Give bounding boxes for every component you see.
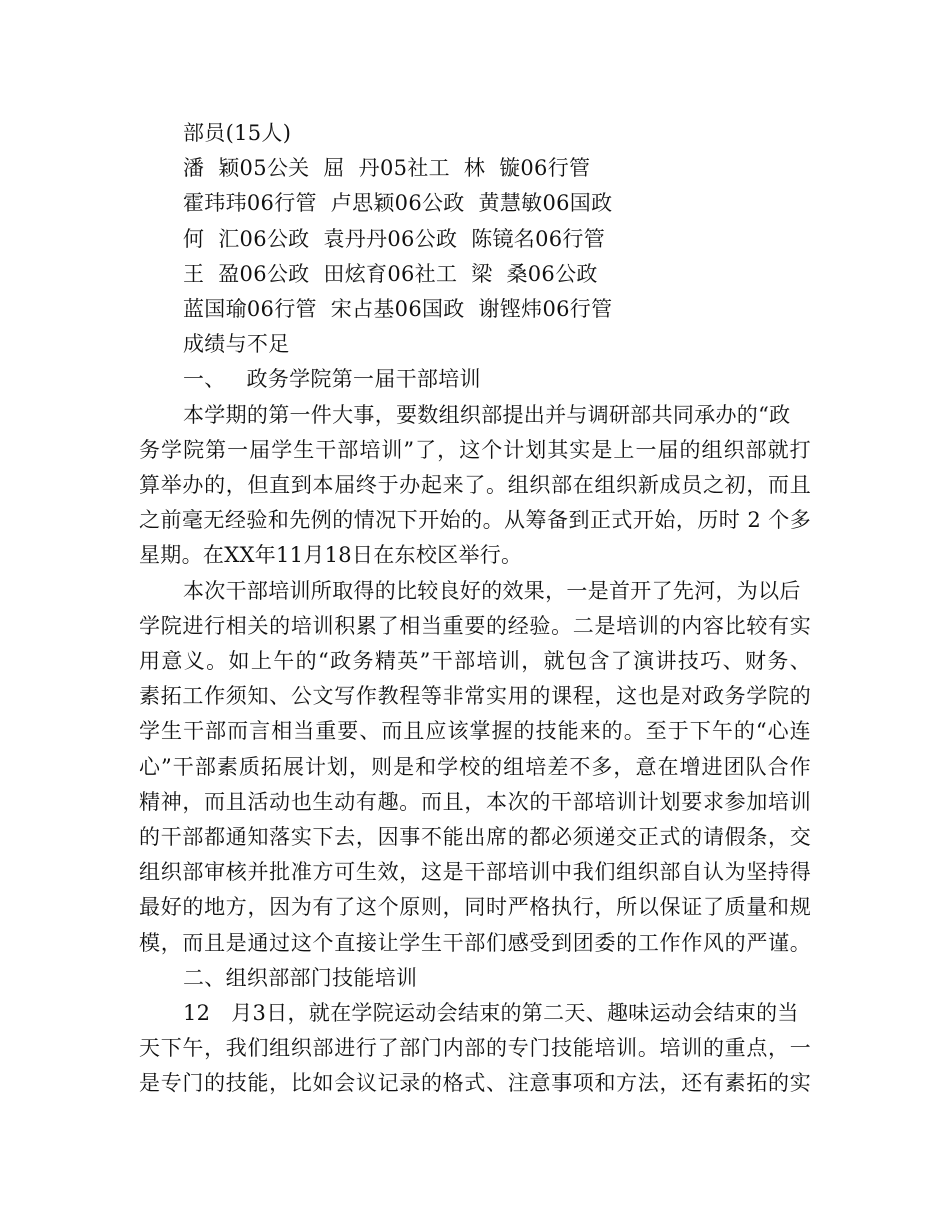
text-line: 成绩与不足 xyxy=(183,332,290,357)
text-line: 之前毫无经验和先例的情况下开始的。从筹备到正式开始，历时 2 个多 xyxy=(139,508,811,533)
text-line: 霍玮玮06行管 卢思颖06公政 黄慧敏06国政 xyxy=(183,191,613,216)
text-line: 用意义。如上午的“政务精英”干部培训，就包含了演讲技巧、财务、 xyxy=(139,649,811,673)
text-line: 学生干部而言相当重要、而且应该掌握的技能来的。至于下午的“心连 xyxy=(139,719,811,744)
text-line: 素拓工作须知、公文写作教程等非常实用的课程，这也是对政务学院的 xyxy=(139,684,811,709)
text-line: 王 盈06公政 田炫育06社工 梁 桑06公政 xyxy=(183,261,598,286)
text-line: 是专门的技能，比如会议记录的格式、注意事项和方法，还有素拓的实 xyxy=(139,1071,811,1096)
text-line: 本学期的第一件大事，要数组织部提出并与调研部共同承办的“政 xyxy=(183,402,791,427)
text-line: 潘 颖05公关 屈 丹05社工 林 镟06行管 xyxy=(183,156,591,181)
text-line: 星期。在XX年11月18日在东校区举行。 xyxy=(139,543,523,568)
text-line: 心”干部素质拓展计划，则是和学校的组培差不多，意在增进团队合作 xyxy=(139,754,811,779)
text-line: 12 月3日，就在学院运动会结束的第二天、趣味运动会结束的当 xyxy=(183,1001,799,1025)
text-line: 最好的地方，因为有了这个原则，同时严格执行，所以保证了质量和规 xyxy=(139,895,811,920)
text-line: 学院进行相关的培训积累了相当重要的经验。二是培训的内容比较有实 xyxy=(139,613,811,638)
text-line: 模，而且是通过这个直接让学生干部们感受到团委的工作作风的严谨。 xyxy=(139,930,811,955)
text-line: 务学院第一届学生干部培训”了，这个计划其实是上一届的组织部就打 xyxy=(139,437,811,462)
text-line: 部员(15人) xyxy=(183,121,292,145)
text-line: 蓝国瑜06行管 宋占基06国政 谢铿炜06行管 xyxy=(183,297,613,321)
text-line: 精神，而且活动也生动有趣。而且，本次的干部培训计划要求参加培训 xyxy=(139,789,811,814)
text-line: 算举办的，但直到本届终于办起来了。组织部在组织新成员之初，而且 xyxy=(139,473,811,497)
text-line: 二、组织部部门技能培训 xyxy=(183,965,418,990)
text-line: 本次干部培训所取得的比较良好的效果，一是首开了先河，为以后 xyxy=(183,578,801,603)
text-line: 的干部都通知落实下去，因事不能出席的都必须递交正式的请假条，交 xyxy=(139,825,811,849)
text-line: 何 汇06公政 袁丹丹06公政 陈镜名06行管 xyxy=(183,226,606,251)
text-line: 组织部审核并批准方可生效，这是干部培训中我们组织部自认为坚持得 xyxy=(139,860,811,885)
text-line: 天下午，我们组织部进行了部门内部的专门技能培训。培训的重点，一 xyxy=(139,1036,811,1061)
text-line: 一、 政务学院第一届干部培训 xyxy=(183,367,481,392)
